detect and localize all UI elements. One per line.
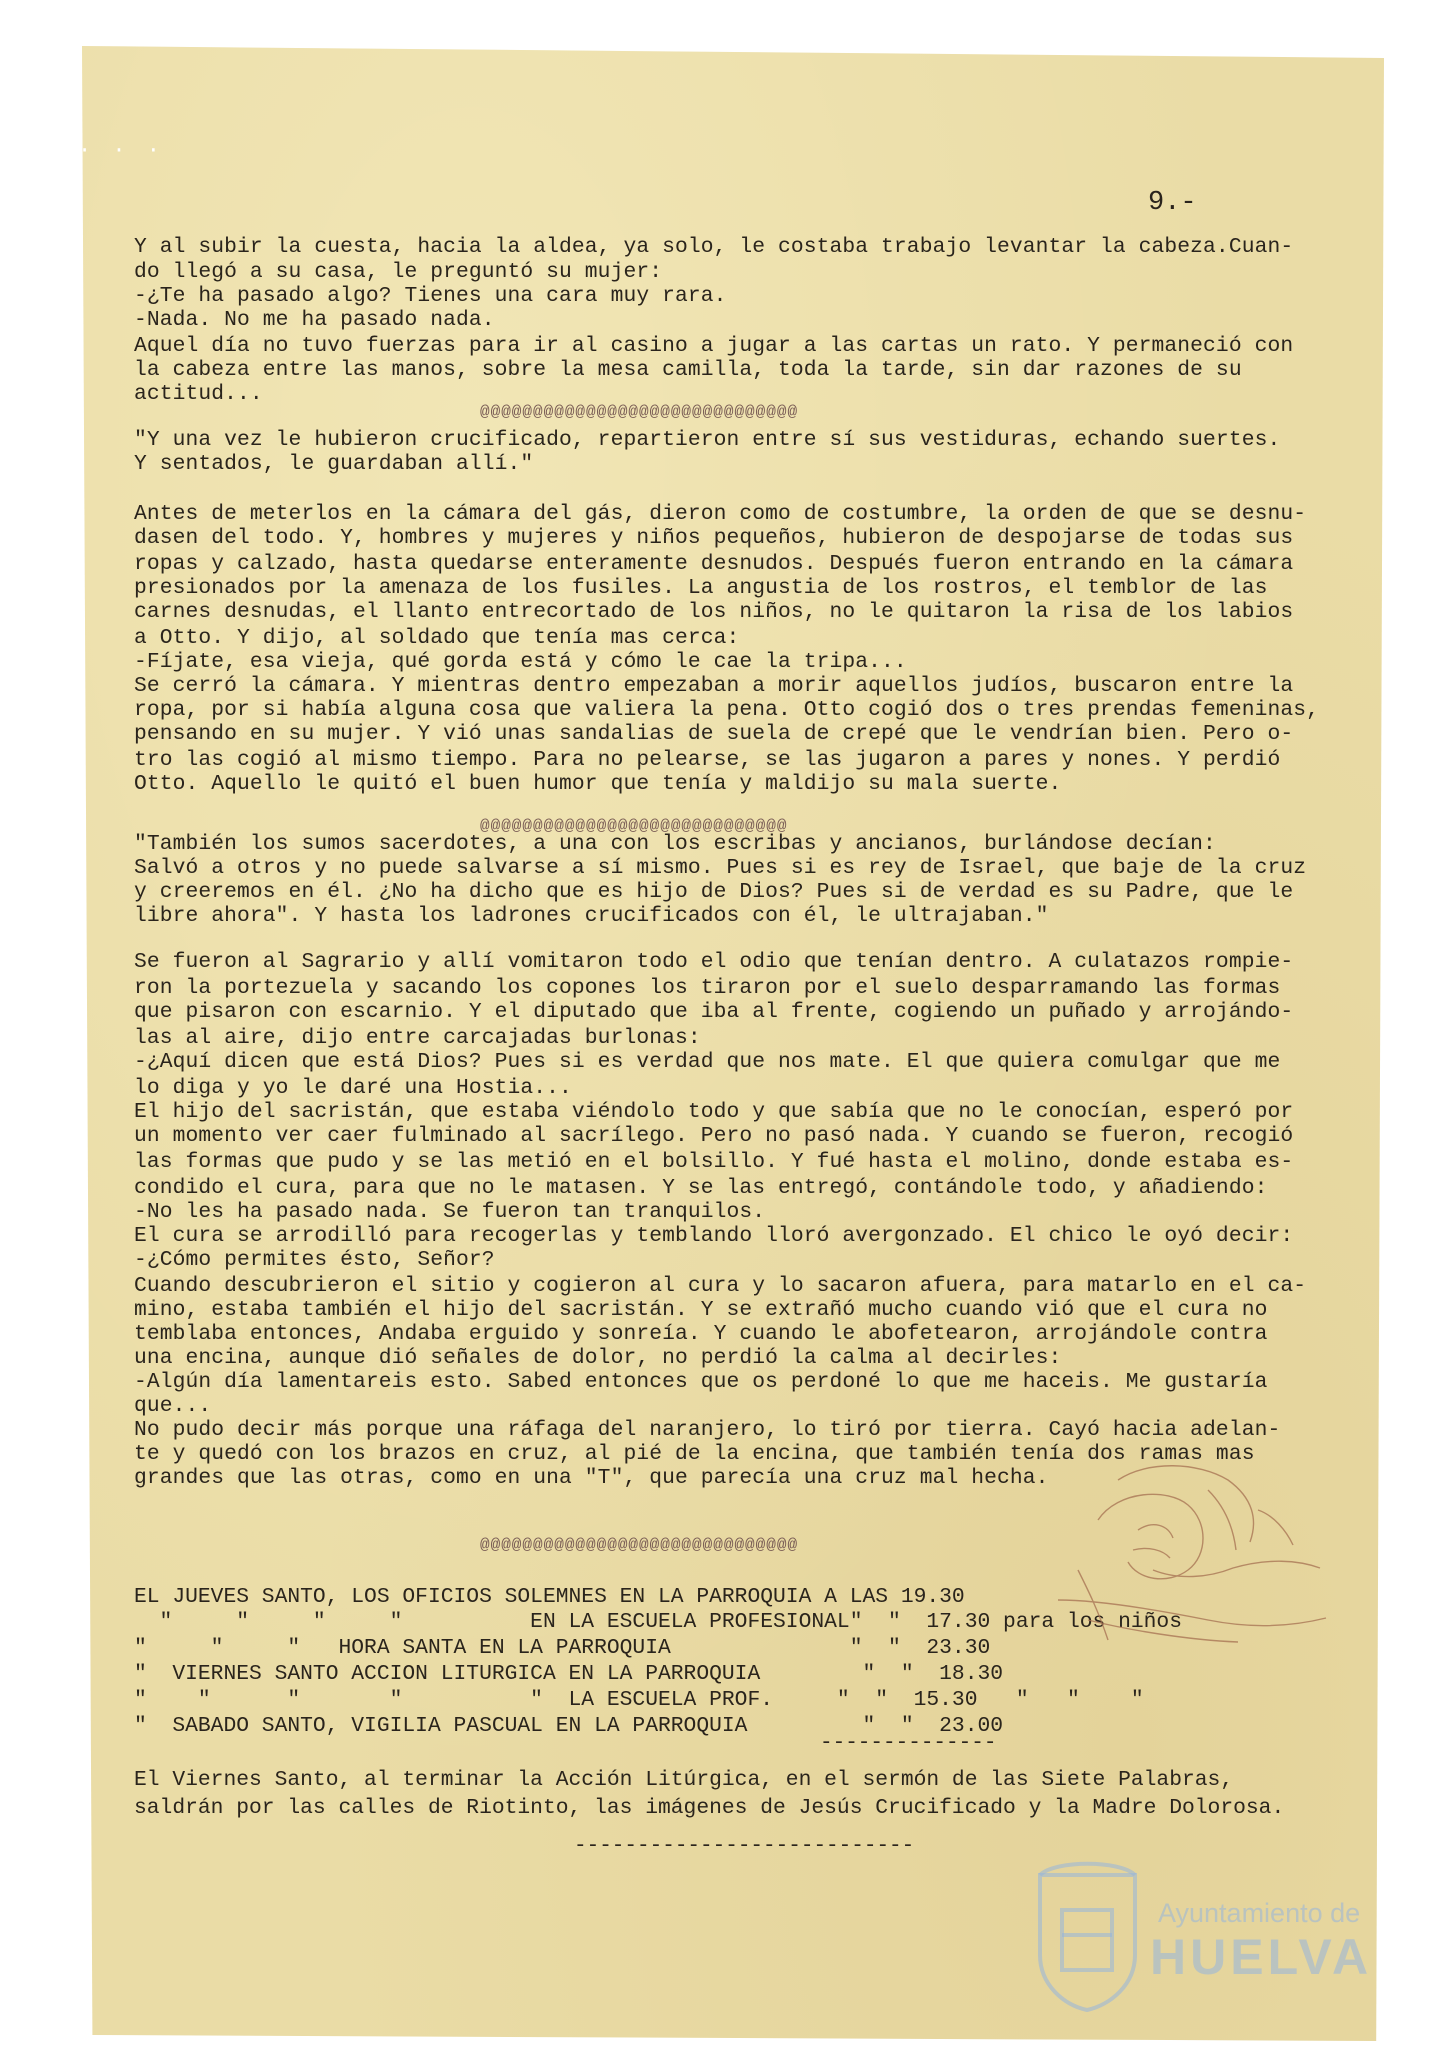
end-rule: --------------------------- [574, 1835, 915, 1858]
closing-line: El Viernes Santo, al terminar la Acción Litúrgica, en el sermón de las Siete Palabras, [134, 1768, 1234, 1792]
text-line: -¿Aquí dicen que está Dios? Pues si es verdad que nos mate. El que quiera comulgar que me [134, 1050, 1281, 1074]
schedule-line: " VIERNES SANTO ACCION LITURGICA EN LA PARROQUIA " " 18.30 [134, 1662, 1004, 1686]
text-line: y creeremos en él. ¿No ha dicho que es hijo de Dios? Pues si de verdad es su Padre, que le [134, 880, 1294, 904]
watermark-name: HUELVA [1150, 1929, 1373, 1985]
schedule-line: " SABADO SANTO, VIGILIA PASCUAL EN LA PARROQUIA " " 23.00 [134, 1714, 1004, 1738]
text-line: te y quedó con los brazos en cruz, al pié de la encina, que también tenía dos ramas mas [134, 1442, 1255, 1466]
text-line: presionados por la amenaza de los fusiles. La angustia de los rostros, el temblor de las [134, 576, 1268, 600]
text-line: -¿Cómo permites ésto, Señor? [134, 1248, 495, 1272]
text-line: las al aire, dijo entre carcajadas burlonas: [134, 1026, 701, 1050]
schedule-rule: -------------- [820, 1732, 997, 1755]
watermark-caption: Ayuntamiento de [1158, 1898, 1361, 1928]
text-line: -Fíjate, esa vieja, qué gorda está y cómo le cae la tripa... [134, 650, 907, 674]
separator-3: @@@@@@@@@@@@@@@@@@@@@@@@@@@@@@ [480, 1536, 799, 1554]
text-line: Salvó a otros y no puede salvarse a sí mismo. Pues si es rey de Israel, que baje de la cruz [134, 856, 1307, 880]
text-line: libre ahora". Y hasta los ladrones crucificados con él, le ultrajaban." [134, 904, 1049, 928]
text-line: No pudo decir más porque una ráfaga del naranjero, lo tiró por tierra. Cayó hacia adelan- [134, 1418, 1281, 1442]
hand-sketch-drawing [1058, 1450, 1328, 1680]
text-line: Y sentados, le guardaban allí." [134, 452, 534, 476]
text-line: "Y una vez le hubieron crucificado, repartieron entre sí sus vestiduras, echando suertes. [134, 428, 1281, 452]
text-line: a Otto. Y dijo, al soldado que tenía mas cerca: [134, 626, 740, 650]
city-emblem-watermark [1030, 1855, 1145, 2015]
text-line: un momento ver caer fulminado al sacrílego. Pero no pasó nada. Y cuando se fueron, recogió [134, 1124, 1294, 1148]
text-line: do llegó a su casa, le preguntó su mujer: [134, 260, 663, 284]
separator-2: @@@@@@@@@@@@@@@@@@@@@@@@@@@@@ [480, 817, 788, 835]
text-line: Y al subir la cuesta, hacia la aldea, ya solo, le costaba trabajo levantar la cabeza.Cuan- [134, 235, 1294, 259]
closing-line: saldrán por las calles de Riotinto, las imágenes de Jesús Crucificado y la Madre Dolorosa. [134, 1796, 1285, 1820]
text-line: actitud... [134, 382, 263, 406]
text-line: El hijo del sacristán, que estaba viéndolo todo y que sabía que no le conocían, esperó por [134, 1100, 1294, 1124]
text-line: Se fueron al Sagrario y allí vomitaron todo el odio que tenían dentro. A culatazos rompie- [134, 950, 1294, 974]
text-line: Se cerró la cámara. Y mientras dentro empezaban a morir aquellos judíos, buscaron entre la [134, 674, 1294, 698]
text-line: ron la portezuela y sacando los copones los tiraron por el suelo desparramando las formas [134, 976, 1281, 1000]
schedule-line: " " " " EN LA ESCUELA PROFESIONAL" " 17.30 para los niños [134, 1610, 1182, 1634]
text-line: -No les ha pasado nada. Se fueron tan tranquilos. [134, 1200, 766, 1224]
text-line: Otto. Aquello le quitó el buen humor que tenía y maldijo su mala suerte. [134, 772, 1062, 796]
punch-marks: · · · [78, 138, 165, 163]
text-line: ropa, por si había alguna cosa que valiera la pena. Otto cogió dos o tres prendas femeninas, [134, 698, 1319, 722]
schedule-line: " " " " " LA ESCUELA PROF. " " 15.30 " " " [134, 1688, 1144, 1712]
text-line: Antes de meterlos en la cámara del gás, dieron como de costumbre, la orden de que se desnu- [134, 502, 1307, 526]
text-line: -Algún día lamentareis esto. Sabed entonces que os perdoné lo que me haceis. Me gustaría [134, 1370, 1268, 1394]
text-line: mino, estaba también el hijo del sacristán. Y se extrañó mucho cuando vió que el cura no [134, 1298, 1268, 1322]
text-line: Aquel día no tuvo fuerzas para ir al casino a jugar a las cartas un rato. Y permaneció con [134, 334, 1294, 358]
text-line: tro las cogió al mismo tiempo. Para no pelearse, se las jugaron a pares y nones. Y perdió [134, 748, 1281, 772]
schedule-line: " " " HORA SANTA EN LA PARROQUIA " " 23.30 [134, 1636, 991, 1660]
text-line: El cura se arrodilló para recogerlas y temblando lloró avergonzado. El chico le oyó decir: [134, 1224, 1294, 1248]
text-line: ropas y calzado, hasta quedarse enteramente desnudos. Después fueron entrando en la cámara [134, 552, 1294, 576]
text-line: una encina, aunque dió señales de dolor, no perdió la calma al decirles: [134, 1346, 1062, 1370]
text-line: -¿Te ha pasado algo? Tienes una cara muy rara. [134, 284, 727, 308]
text-line: dasen del todo. Y, hombres y mujeres y niños pequeños, hubieron de despojarse de todas sus [134, 526, 1294, 550]
text-line: pensando en su mujer. Y vió unas sandalias de suela de crepé que le vendrían bien. Pero o- [134, 722, 1294, 746]
text-line: que... [134, 1394, 212, 1418]
text-line: las formas que pudo y se las metió en el bolsillo. Y fué hasta el molino, donde estaba es- [134, 1150, 1294, 1174]
text-line: carnes desnudas, el llanto entrecortado de los niños, no le quitaron la risa de los labios [134, 600, 1294, 624]
text-line: grandes que las otras, como en una "T", que parecía una cruz mal hecha. [134, 1466, 1049, 1490]
page-number: 9.- [1148, 188, 1197, 218]
schedule-line: EL JUEVES SANTO, LOS OFICIOS SOLEMNES EN LA PARROQUIA A LAS 19.30 [134, 1585, 965, 1609]
text-line: Cuando descubrieron el sitio y cogieron al cura y lo sacaron afuera, para matarlo en el ca- [134, 1274, 1307, 1298]
separator-1: @@@@@@@@@@@@@@@@@@@@@@@@@@@@@@ [480, 403, 799, 421]
text-line: temblaba entonces, Andaba erguido y sonreía. Y cuando le abofetearon, arrojándole contra [134, 1322, 1268, 1346]
text-line: condido el cura, para que no le matasen. Y se las entregó, contándole todo, y añadiendo: [134, 1176, 1268, 1200]
text-line: que pisaron con escarnio. Y el diputado que iba al frente, cogiendo un puñado y arrojándo- [134, 1000, 1294, 1024]
text-line: "También los sumos sacerdotes, a una con los escribas y ancianos, burlándose decían: [134, 832, 1216, 856]
text-line: -Nada. No me ha pasado nada. [134, 308, 495, 332]
text-line: lo diga y yo le daré una Hostia... [134, 1076, 572, 1100]
text-line: la cabeza entre las manos, sobre la mesa camilla, toda la tarde, sin dar razones de su [134, 358, 1242, 382]
